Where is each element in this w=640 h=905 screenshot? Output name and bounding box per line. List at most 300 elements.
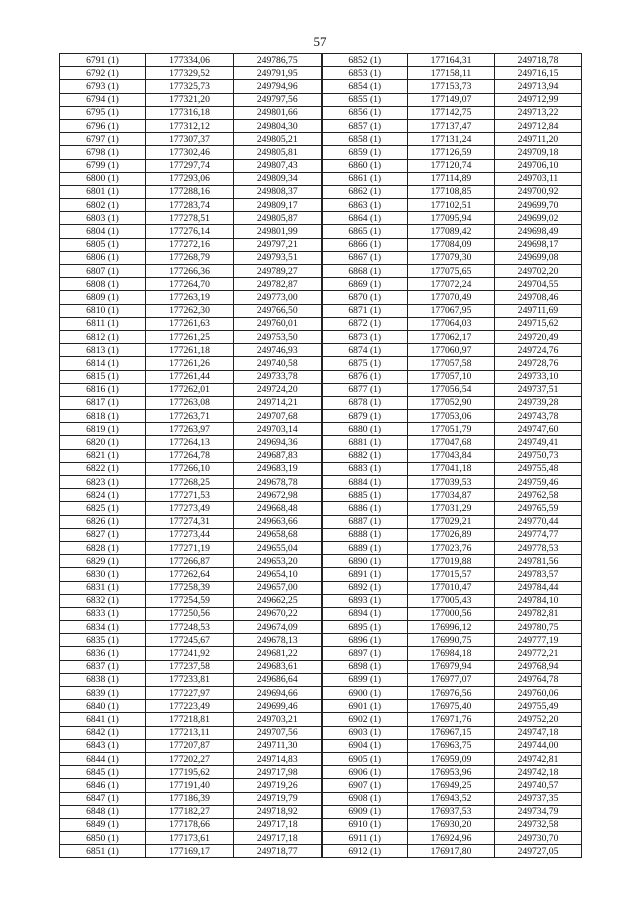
point-id-left-cell: 6836 (1): [60, 647, 146, 660]
x-coordinate-left-cell: 177261,25: [146, 330, 234, 343]
x-coordinate-right-cell: 176977,07: [408, 673, 495, 686]
y-coordinate-left-cell: 249718,92: [234, 805, 322, 818]
x-coordinate-left-cell: 177263,71: [146, 410, 234, 423]
x-coordinate-right-cell: 177023,76: [408, 541, 495, 554]
table-row: [60, 212, 582, 225]
x-coordinate-right-cell: 177000,56: [408, 607, 495, 620]
x-coordinate-left-cell: 177258,39: [146, 581, 234, 594]
coordinates-table: [59, 53, 582, 858]
y-coordinate-right-cell: 249733,10: [495, 370, 582, 383]
point-id-right-cell: 6852 (1): [322, 54, 408, 67]
y-coordinate-right-cell: 249784,44: [495, 581, 582, 594]
y-coordinate-left-cell: 249793,51: [234, 251, 322, 264]
x-coordinate-right-cell: 177067,95: [408, 304, 495, 317]
point-id-right-cell: 6905 (1): [322, 752, 408, 765]
point-id-left-cell: 6838 (1): [60, 673, 146, 686]
point-id-left-cell: 6845 (1): [60, 766, 146, 779]
y-coordinate-left-cell: 249707,56: [234, 726, 322, 739]
x-coordinate-left-cell: 177186,39: [146, 792, 234, 805]
point-id-right-cell: 6909 (1): [322, 805, 408, 818]
point-id-left-cell: 6821 (1): [60, 449, 146, 462]
table-row: [60, 621, 582, 634]
point-id-right-cell: 6872 (1): [322, 317, 408, 330]
point-id-left-cell: 6841 (1): [60, 713, 146, 726]
table-row: [60, 568, 582, 581]
x-coordinate-left-cell: 177227,97: [146, 687, 234, 700]
y-coordinate-left-cell: 249786,75: [234, 54, 322, 67]
table-row: [60, 80, 582, 93]
point-id-left-cell: 6811 (1): [60, 317, 146, 330]
x-coordinate-left-cell: 177182,27: [146, 805, 234, 818]
table-row: [60, 396, 582, 409]
x-coordinate-right-cell: 176943,52: [408, 792, 495, 805]
x-coordinate-left-cell: 177329,52: [146, 67, 234, 80]
y-coordinate-right-cell: 249734,79: [495, 805, 582, 818]
x-coordinate-left-cell: 177207,87: [146, 739, 234, 752]
x-coordinate-right-cell: 177010,47: [408, 581, 495, 594]
x-coordinate-right-cell: 177158,11: [408, 67, 495, 80]
table-row: [60, 370, 582, 383]
point-id-left-cell: 6835 (1): [60, 634, 146, 647]
y-coordinate-right-cell: 249742,18: [495, 766, 582, 779]
point-id-left-cell: 6833 (1): [60, 607, 146, 620]
x-coordinate-left-cell: 177283,74: [146, 199, 234, 212]
y-coordinate-right-cell: 249712,84: [495, 119, 582, 132]
y-coordinate-right-cell: 249762,58: [495, 489, 582, 502]
x-coordinate-right-cell: 176996,12: [408, 621, 495, 634]
point-id-left-cell: 6793 (1): [60, 80, 146, 93]
x-coordinate-right-cell: 177126,59: [408, 146, 495, 159]
y-coordinate-left-cell: 249668,48: [234, 502, 322, 515]
y-coordinate-right-cell: 249755,48: [495, 462, 582, 475]
y-coordinate-right-cell: 249718,78: [495, 54, 582, 67]
x-coordinate-right-cell: 176953,96: [408, 766, 495, 779]
y-coordinate-right-cell: 249772,21: [495, 647, 582, 660]
x-coordinate-left-cell: 177213,11: [146, 726, 234, 739]
point-id-right-cell: 6896 (1): [322, 634, 408, 647]
y-coordinate-left-cell: 249718,77: [234, 845, 322, 858]
point-id-left-cell: 6801 (1): [60, 185, 146, 198]
y-coordinate-left-cell: 249678,78: [234, 476, 322, 489]
point-id-right-cell: 6888 (1): [322, 528, 408, 541]
point-id-left-cell: 6847 (1): [60, 792, 146, 805]
table-row: [60, 93, 582, 106]
y-coordinate-left-cell: 249789,27: [234, 265, 322, 278]
point-id-right-cell: 6866 (1): [322, 238, 408, 251]
point-id-right-cell: 6880 (1): [322, 423, 408, 436]
point-id-left-cell: 6850 (1): [60, 832, 146, 845]
point-id-right-cell: 6878 (1): [322, 396, 408, 409]
x-coordinate-right-cell: 177108,85: [408, 185, 495, 198]
point-id-left-cell: 6825 (1): [60, 502, 146, 515]
x-coordinate-left-cell: 177263,08: [146, 396, 234, 409]
point-id-right-cell: 6857 (1): [322, 119, 408, 132]
point-id-left-cell: 6817 (1): [60, 396, 146, 409]
y-coordinate-left-cell: 249724,20: [234, 383, 322, 396]
x-coordinate-right-cell: 177102,51: [408, 199, 495, 212]
table-row: [60, 555, 582, 568]
point-id-left-cell: 6818 (1): [60, 410, 146, 423]
y-coordinate-right-cell: 249740,57: [495, 779, 582, 792]
x-coordinate-right-cell: 176976,56: [408, 687, 495, 700]
y-coordinate-right-cell: 249730,70: [495, 832, 582, 845]
point-id-left-cell: 6840 (1): [60, 700, 146, 713]
y-coordinate-left-cell: 249653,20: [234, 555, 322, 568]
point-id-left-cell: 6822 (1): [60, 462, 146, 475]
table-row: [60, 713, 582, 726]
point-id-right-cell: 6899 (1): [322, 673, 408, 686]
y-coordinate-left-cell: 249719,79: [234, 792, 322, 805]
point-id-left-cell: 6800 (1): [60, 172, 146, 185]
y-coordinate-left-cell: 249672,98: [234, 489, 322, 502]
x-coordinate-left-cell: 177264,70: [146, 278, 234, 291]
table-row: [60, 818, 582, 831]
table-row: [60, 251, 582, 264]
x-coordinate-left-cell: 177263,19: [146, 291, 234, 304]
x-coordinate-right-cell: 176963,75: [408, 739, 495, 752]
x-coordinate-left-cell: 177273,49: [146, 502, 234, 515]
y-coordinate-right-cell: 249764,78: [495, 673, 582, 686]
point-id-left-cell: 6803 (1): [60, 212, 146, 225]
point-id-left-cell: 6834 (1): [60, 621, 146, 634]
point-id-left-cell: 6844 (1): [60, 752, 146, 765]
point-id-right-cell: 6879 (1): [322, 410, 408, 423]
x-coordinate-right-cell: 177026,89: [408, 528, 495, 541]
x-coordinate-left-cell: 177274,31: [146, 515, 234, 528]
x-coordinate-left-cell: 177263,97: [146, 423, 234, 436]
y-coordinate-left-cell: 249797,56: [234, 93, 322, 106]
x-coordinate-left-cell: 177262,64: [146, 568, 234, 581]
point-id-right-cell: 6859 (1): [322, 146, 408, 159]
x-coordinate-right-cell: 177137,47: [408, 119, 495, 132]
table-row: [60, 805, 582, 818]
point-id-left-cell: 6809 (1): [60, 291, 146, 304]
table-row: [60, 238, 582, 251]
x-coordinate-left-cell: 177271,19: [146, 541, 234, 554]
point-id-left-cell: 6814 (1): [60, 357, 146, 370]
table-row: [60, 673, 582, 686]
x-coordinate-right-cell: 177041,18: [408, 462, 495, 475]
y-coordinate-left-cell: 249717,18: [234, 818, 322, 831]
point-id-left-cell: 6795 (1): [60, 106, 146, 119]
point-id-right-cell: 6882 (1): [322, 449, 408, 462]
y-coordinate-left-cell: 249717,18: [234, 832, 322, 845]
y-coordinate-left-cell: 249766,50: [234, 304, 322, 317]
y-coordinate-left-cell: 249694,66: [234, 687, 322, 700]
y-coordinate-right-cell: 249755,49: [495, 700, 582, 713]
x-coordinate-left-cell: 177250,56: [146, 607, 234, 620]
x-coordinate-right-cell: 177075,65: [408, 265, 495, 278]
point-id-right-cell: 6874 (1): [322, 344, 408, 357]
table-row: [60, 423, 582, 436]
point-id-right-cell: 6906 (1): [322, 766, 408, 779]
y-coordinate-right-cell: 249777,19: [495, 634, 582, 647]
table-row: [60, 278, 582, 291]
x-coordinate-right-cell: 177070,49: [408, 291, 495, 304]
y-coordinate-left-cell: 249670,22: [234, 607, 322, 620]
y-coordinate-right-cell: 249750,73: [495, 449, 582, 462]
y-coordinate-left-cell: 249809,34: [234, 172, 322, 185]
y-coordinate-left-cell: 249746,93: [234, 344, 322, 357]
x-coordinate-left-cell: 177325,73: [146, 80, 234, 93]
point-id-right-cell: 6865 (1): [322, 225, 408, 238]
table-row: [60, 133, 582, 146]
x-coordinate-right-cell: 177052,90: [408, 396, 495, 409]
point-id-right-cell: 6892 (1): [322, 581, 408, 594]
point-id-left-cell: 6823 (1): [60, 476, 146, 489]
y-coordinate-left-cell: 249694,36: [234, 436, 322, 449]
x-coordinate-right-cell: 177039,53: [408, 476, 495, 489]
point-id-right-cell: 6863 (1): [322, 199, 408, 212]
x-coordinate-right-cell: 176924,96: [408, 832, 495, 845]
point-id-right-cell: 6895 (1): [322, 621, 408, 634]
point-id-right-cell: 6904 (1): [322, 739, 408, 752]
point-id-right-cell: 6871 (1): [322, 304, 408, 317]
y-coordinate-right-cell: 249774,77: [495, 528, 582, 541]
y-coordinate-right-cell: 249759,46: [495, 476, 582, 489]
point-id-right-cell: 6853 (1): [322, 67, 408, 80]
x-coordinate-left-cell: 177195,62: [146, 766, 234, 779]
point-id-left-cell: 6794 (1): [60, 93, 146, 106]
y-coordinate-right-cell: 249699,02: [495, 212, 582, 225]
table-row: [60, 528, 582, 541]
x-coordinate-right-cell: 176984,18: [408, 647, 495, 660]
table-row: [60, 436, 582, 449]
x-coordinate-right-cell: 177149,07: [408, 93, 495, 106]
y-coordinate-left-cell: 249714,21: [234, 396, 322, 409]
y-coordinate-right-cell: 249706,10: [495, 159, 582, 172]
x-coordinate-right-cell: 176930,20: [408, 818, 495, 831]
point-id-left-cell: 6849 (1): [60, 818, 146, 831]
x-coordinate-left-cell: 177272,16: [146, 238, 234, 251]
table-row: [60, 357, 582, 370]
point-id-right-cell: 6862 (1): [322, 185, 408, 198]
y-coordinate-left-cell: 249681,22: [234, 647, 322, 660]
x-coordinate-right-cell: 177079,30: [408, 251, 495, 264]
y-coordinate-left-cell: 249801,66: [234, 106, 322, 119]
point-id-right-cell: 6877 (1): [322, 383, 408, 396]
point-id-left-cell: 6797 (1): [60, 133, 146, 146]
point-id-right-cell: 6901 (1): [322, 700, 408, 713]
point-id-left-cell: 6842 (1): [60, 726, 146, 739]
point-id-right-cell: 6870 (1): [322, 291, 408, 304]
x-coordinate-left-cell: 177307,37: [146, 133, 234, 146]
point-id-left-cell: 6824 (1): [60, 489, 146, 502]
table-row: [60, 462, 582, 475]
x-coordinate-left-cell: 177223,49: [146, 700, 234, 713]
y-coordinate-left-cell: 249733,78: [234, 370, 322, 383]
x-coordinate-left-cell: 177278,51: [146, 212, 234, 225]
table-row: [60, 687, 582, 700]
y-coordinate-right-cell: 249703,11: [495, 172, 582, 185]
x-coordinate-right-cell: 177060,97: [408, 344, 495, 357]
x-coordinate-left-cell: 177173,61: [146, 832, 234, 845]
point-id-right-cell: 6903 (1): [322, 726, 408, 739]
point-id-left-cell: 6813 (1): [60, 344, 146, 357]
table-row: [60, 607, 582, 620]
y-coordinate-right-cell: 249737,35: [495, 792, 582, 805]
x-coordinate-right-cell: 177057,58: [408, 357, 495, 370]
table-row: [60, 344, 582, 357]
point-id-right-cell: 6894 (1): [322, 607, 408, 620]
table-row: [60, 119, 582, 132]
table-row: [60, 515, 582, 528]
point-id-right-cell: 6907 (1): [322, 779, 408, 792]
x-coordinate-left-cell: 177293,06: [146, 172, 234, 185]
y-coordinate-right-cell: 249739,28: [495, 396, 582, 409]
page-number: 57: [313, 34, 327, 49]
x-coordinate-right-cell: 177005,43: [408, 594, 495, 607]
y-coordinate-right-cell: 249698,17: [495, 238, 582, 251]
x-coordinate-left-cell: 177262,30: [146, 304, 234, 317]
y-coordinate-left-cell: 249719,26: [234, 779, 322, 792]
y-coordinate-left-cell: 249808,37: [234, 185, 322, 198]
table-row: [60, 265, 582, 278]
y-coordinate-right-cell: 249768,94: [495, 660, 582, 673]
table-row: [60, 146, 582, 159]
x-coordinate-left-cell: 177261,18: [146, 344, 234, 357]
x-coordinate-right-cell: 177164,31: [408, 54, 495, 67]
x-coordinate-left-cell: 177202,27: [146, 752, 234, 765]
point-id-right-cell: 6861 (1): [322, 172, 408, 185]
y-coordinate-right-cell: 249744,00: [495, 739, 582, 752]
y-coordinate-left-cell: 249663,66: [234, 515, 322, 528]
table-row: [60, 700, 582, 713]
point-id-left-cell: 6802 (1): [60, 199, 146, 212]
point-id-left-cell: 6820 (1): [60, 436, 146, 449]
y-coordinate-right-cell: 249752,20: [495, 713, 582, 726]
y-coordinate-left-cell: 249804,30: [234, 119, 322, 132]
x-coordinate-left-cell: 177316,18: [146, 106, 234, 119]
y-coordinate-right-cell: 249700,92: [495, 185, 582, 198]
y-coordinate-left-cell: 249683,61: [234, 660, 322, 673]
point-id-right-cell: 6867 (1): [322, 251, 408, 264]
y-coordinate-right-cell: 249713,22: [495, 106, 582, 119]
point-id-left-cell: 6828 (1): [60, 541, 146, 554]
y-coordinate-left-cell: 249686,64: [234, 673, 322, 686]
y-coordinate-left-cell: 249805,81: [234, 146, 322, 159]
point-id-left-cell: 6812 (1): [60, 330, 146, 343]
point-id-right-cell: 6868 (1): [322, 265, 408, 278]
x-coordinate-right-cell: 177153,73: [408, 80, 495, 93]
y-coordinate-left-cell: 249658,68: [234, 528, 322, 541]
x-coordinate-left-cell: 177264,13: [146, 436, 234, 449]
y-coordinate-right-cell: 249720,49: [495, 330, 582, 343]
point-id-right-cell: 6885 (1): [322, 489, 408, 502]
point-id-right-cell: 6897 (1): [322, 647, 408, 660]
point-id-right-cell: 6902 (1): [322, 713, 408, 726]
y-coordinate-left-cell: 249740,58: [234, 357, 322, 370]
point-id-left-cell: 6805 (1): [60, 238, 146, 251]
table-row: [60, 225, 582, 238]
point-id-left-cell: 6792 (1): [60, 67, 146, 80]
point-id-right-cell: 6898 (1): [322, 660, 408, 673]
point-id-right-cell: 6881 (1): [322, 436, 408, 449]
table-row: [60, 752, 582, 765]
x-coordinate-left-cell: 177191,40: [146, 779, 234, 792]
y-coordinate-right-cell: 249737,51: [495, 383, 582, 396]
y-coordinate-left-cell: 249797,21: [234, 238, 322, 251]
table-row: [60, 647, 582, 660]
y-coordinate-right-cell: 249747,60: [495, 423, 582, 436]
y-coordinate-left-cell: 249678,13: [234, 634, 322, 647]
x-coordinate-right-cell: 176990,75: [408, 634, 495, 647]
x-coordinate-left-cell: 177218,81: [146, 713, 234, 726]
x-coordinate-right-cell: 177019,88: [408, 555, 495, 568]
point-id-right-cell: 6883 (1): [322, 462, 408, 475]
point-id-left-cell: 6832 (1): [60, 594, 146, 607]
x-coordinate-left-cell: 177261,26: [146, 357, 234, 370]
table-row: [60, 67, 582, 80]
coordinates-table-body: [60, 54, 582, 858]
x-coordinate-right-cell: 177095,94: [408, 212, 495, 225]
point-id-left-cell: 6848 (1): [60, 805, 146, 818]
y-coordinate-left-cell: 249791,95: [234, 67, 322, 80]
table-row: [60, 594, 582, 607]
y-coordinate-right-cell: 249711,69: [495, 304, 582, 317]
y-coordinate-right-cell: 249749,41: [495, 436, 582, 449]
y-coordinate-right-cell: 249781,56: [495, 555, 582, 568]
x-coordinate-right-cell: 177029,21: [408, 515, 495, 528]
x-coordinate-right-cell: 177064,03: [408, 317, 495, 330]
point-id-left-cell: 6846 (1): [60, 779, 146, 792]
table-row: [60, 489, 582, 502]
point-id-right-cell: 6887 (1): [322, 515, 408, 528]
y-coordinate-right-cell: 249742,81: [495, 752, 582, 765]
x-coordinate-right-cell: 177015,57: [408, 568, 495, 581]
table-row: [60, 199, 582, 212]
y-coordinate-right-cell: 249724,76: [495, 344, 582, 357]
y-coordinate-left-cell: 249753,50: [234, 330, 322, 343]
table-row: [60, 172, 582, 185]
x-coordinate-left-cell: 177248,53: [146, 621, 234, 634]
point-id-left-cell: 6796 (1): [60, 119, 146, 132]
y-coordinate-right-cell: 249780,75: [495, 621, 582, 634]
y-coordinate-left-cell: 249687,83: [234, 449, 322, 462]
table-row: [60, 726, 582, 739]
x-coordinate-left-cell: 177264,78: [146, 449, 234, 462]
y-coordinate-right-cell: 249770,44: [495, 515, 582, 528]
x-coordinate-left-cell: 177169,17: [146, 845, 234, 858]
point-id-right-cell: 6908 (1): [322, 792, 408, 805]
y-coordinate-left-cell: 249805,87: [234, 212, 322, 225]
point-id-left-cell: 6804 (1): [60, 225, 146, 238]
table-row: [60, 383, 582, 396]
y-coordinate-left-cell: 249707,68: [234, 410, 322, 423]
y-coordinate-left-cell: 249805,21: [234, 133, 322, 146]
table-row: [60, 330, 582, 343]
table-row: [60, 766, 582, 779]
point-id-left-cell: 6816 (1): [60, 383, 146, 396]
point-id-right-cell: 6891 (1): [322, 568, 408, 581]
table-row: [60, 317, 582, 330]
table-row: [60, 54, 582, 67]
y-coordinate-left-cell: 249654,10: [234, 568, 322, 581]
x-coordinate-left-cell: 177261,44: [146, 370, 234, 383]
table-row: [60, 304, 582, 317]
y-coordinate-right-cell: 249699,08: [495, 251, 582, 264]
x-coordinate-left-cell: 177271,53: [146, 489, 234, 502]
x-coordinate-left-cell: 177276,14: [146, 225, 234, 238]
x-coordinate-left-cell: 177334,06: [146, 54, 234, 67]
y-coordinate-left-cell: 249809,17: [234, 199, 322, 212]
point-id-right-cell: 6884 (1): [322, 476, 408, 489]
x-coordinate-left-cell: 177273,44: [146, 528, 234, 541]
table-row: [60, 779, 582, 792]
x-coordinate-left-cell: 177261,63: [146, 317, 234, 330]
point-id-left-cell: 6831 (1): [60, 581, 146, 594]
x-coordinate-left-cell: 177302,46: [146, 146, 234, 159]
